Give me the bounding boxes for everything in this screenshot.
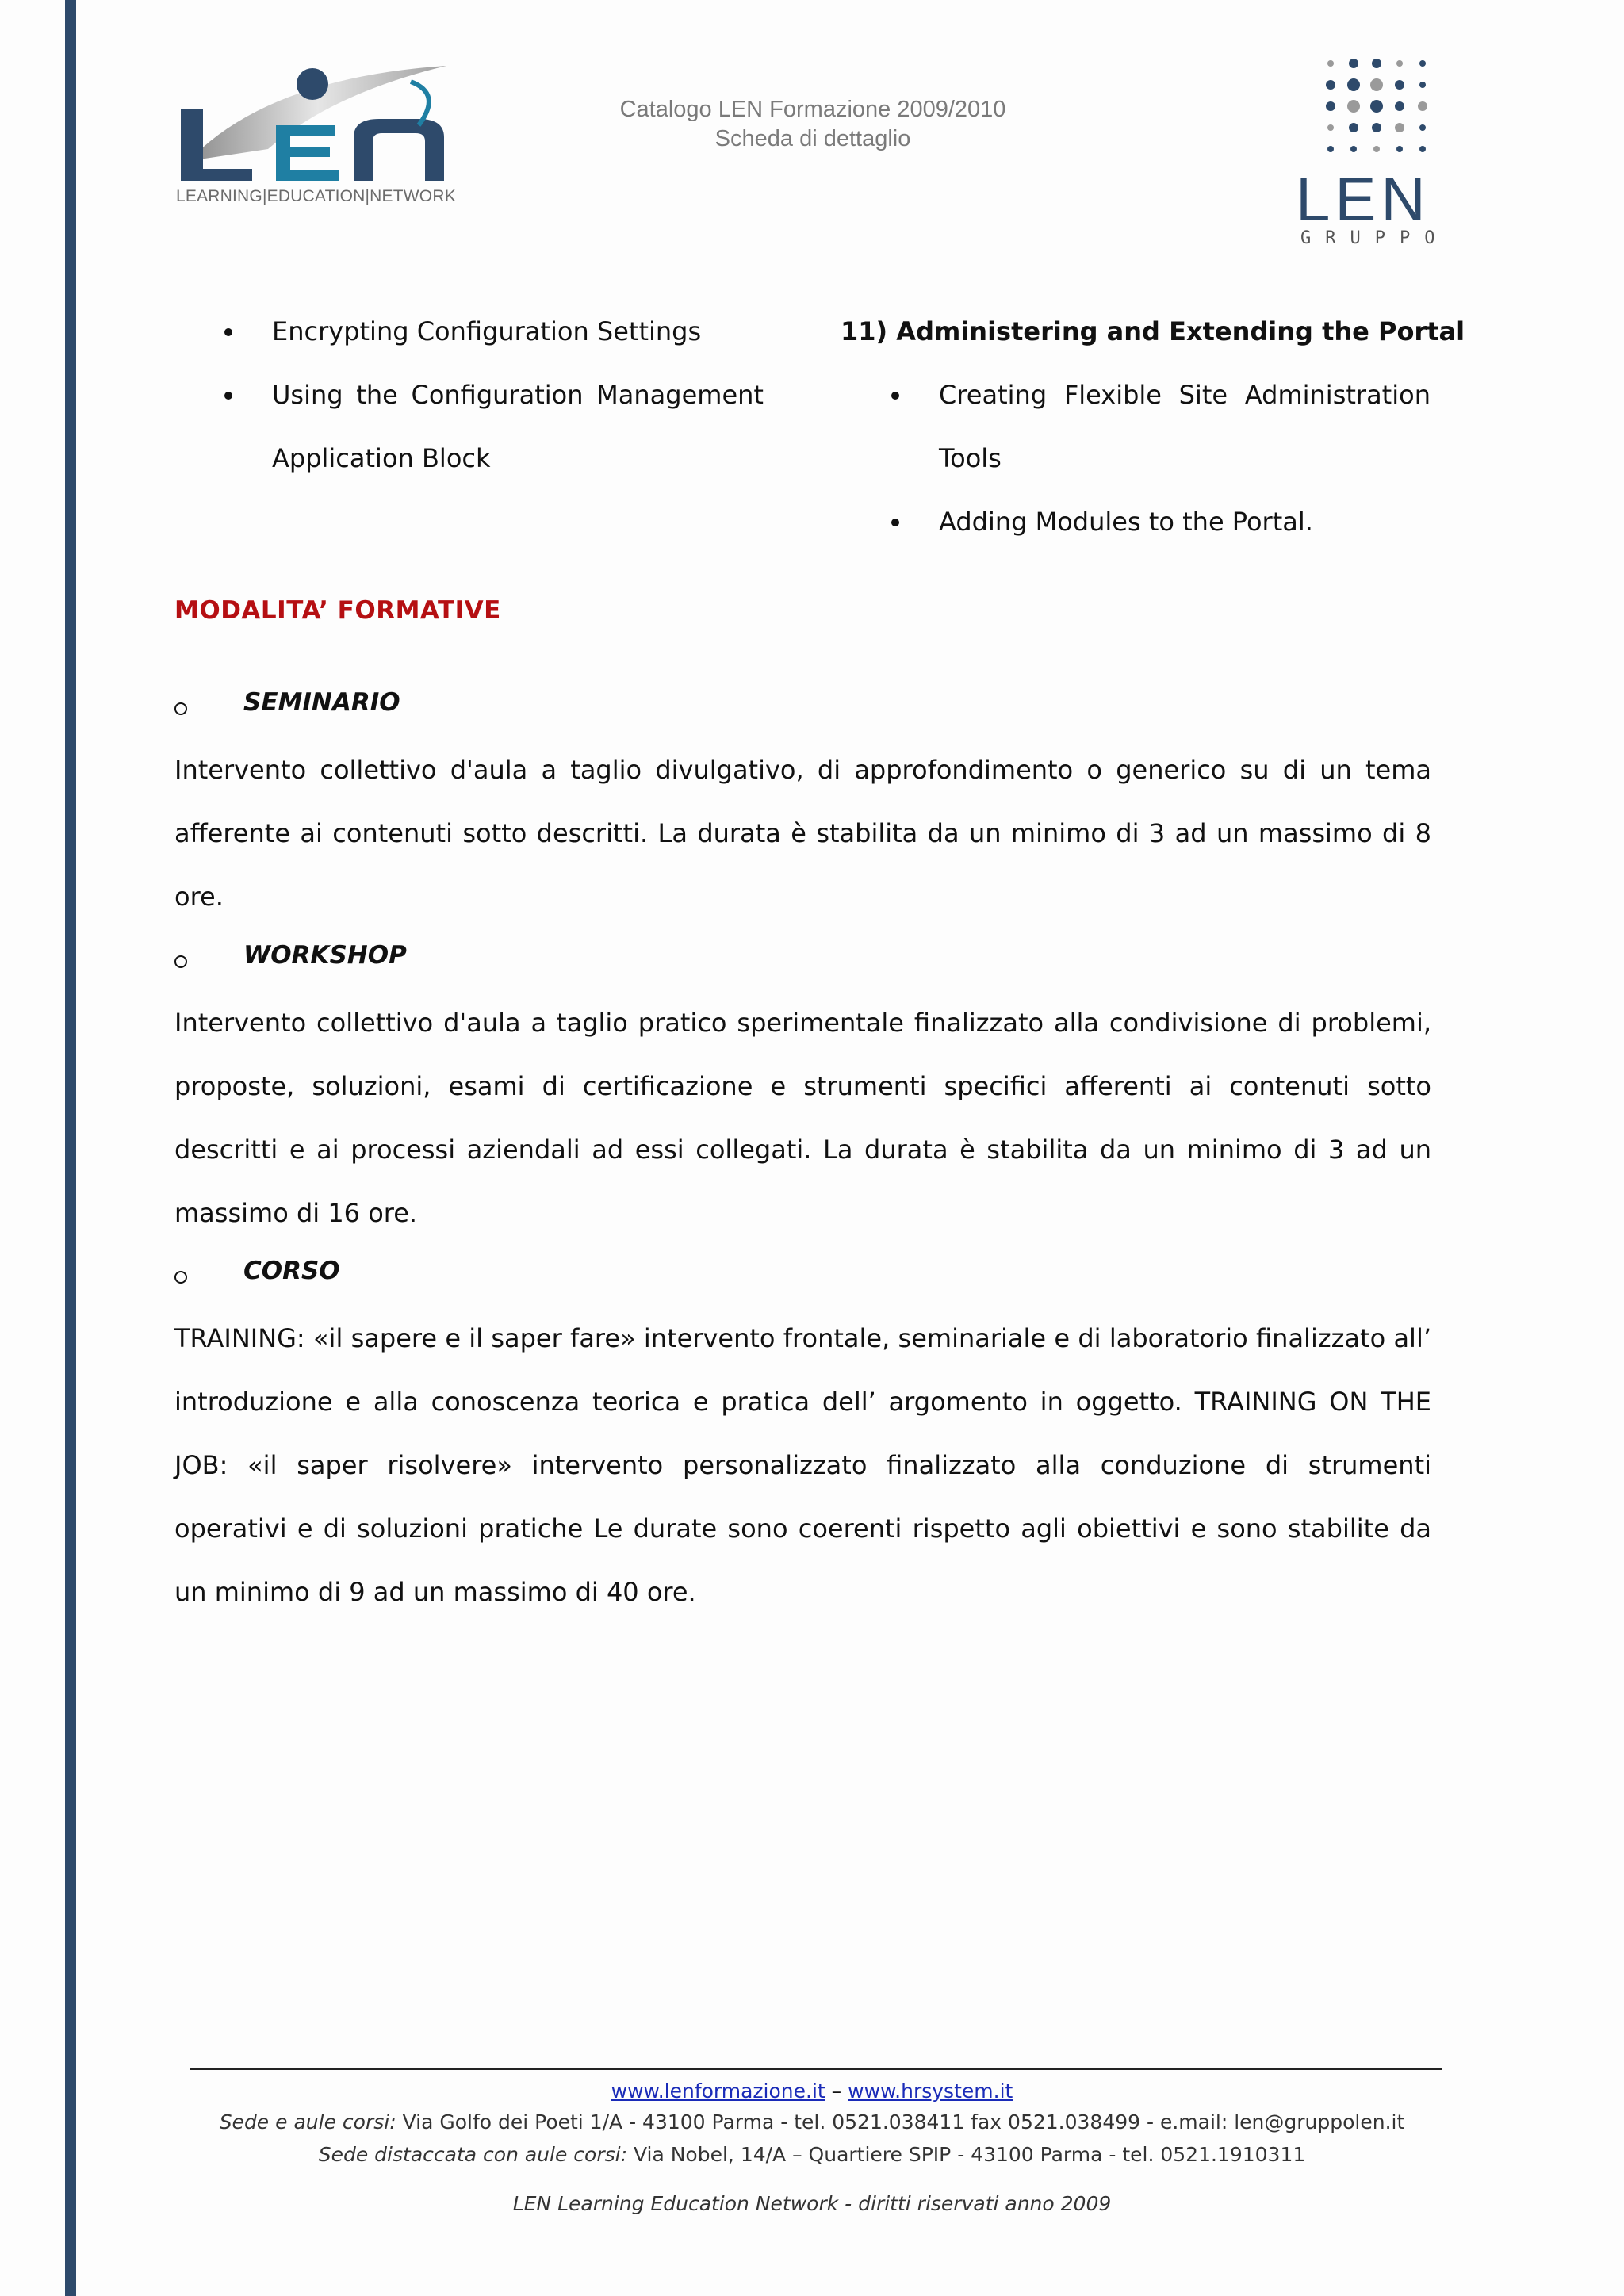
footer-links (0, 2076, 1624, 2107)
logo-dot (1419, 146, 1426, 152)
section-heading-administering: 11) Administering and Extending the Portal (841, 316, 1465, 346)
list-item-config-block-cont: Application Block (272, 443, 491, 473)
mode-title-corso: CORSO (243, 1257, 340, 1285)
logo-dot (1347, 100, 1360, 113)
list-item-adding-modules: Adding Modules to the Portal. (939, 507, 1313, 537)
circle-bullet-icon (174, 1271, 187, 1284)
list-item-admin-tools (939, 363, 1431, 427)
mode-title-workshop: WORKSHOP (243, 941, 407, 970)
paragraph: TRAINING: «il sapere e il saper fare» intervento frontale, seminariale e di laboratorio finalizzato all’ introduzione e alla conoscenza teorica e pratica dell’ argomento in oggetto. TRAINING ON THE JOB: «il saper risolvere» intervento personalizzato finalizzato alla conduzione di strumenti operativi e di soluzioni pratiche Le durate sono coerenti rispetto agli obiettivi e sono stabilite da un minimo di 9 ad un massimo di 40 ore. (174, 1323, 1431, 1607)
logo-dot (1370, 100, 1383, 113)
footer-copyright: LEN Learning Education Network - diritti riservati anno 2009 (512, 2192, 1112, 2215)
word: Administration (1244, 380, 1431, 410)
logo-dot (1349, 59, 1358, 68)
logo-dot (1373, 146, 1380, 152)
logo-dot (1327, 124, 1334, 131)
list-item-config-block (272, 363, 764, 427)
group-logo-word: LEN (1296, 164, 1431, 228)
gruppo-label: GRUPPO (1300, 228, 1450, 248)
logo-dot (1372, 59, 1381, 68)
logo-dot (1350, 146, 1357, 152)
word: Management (596, 380, 764, 410)
logo-dot (1419, 82, 1426, 88)
footer-address-main (0, 2107, 1624, 2138)
left-page-border (65, 0, 76, 2296)
bullet-icon (891, 519, 899, 526)
list-item-admin-tools-cont: Tools (939, 443, 1002, 473)
logo-dot (1396, 60, 1403, 67)
word: the (356, 380, 398, 410)
logo-dot (1347, 78, 1360, 91)
logo-dot (1327, 146, 1334, 152)
logo-dot (1395, 123, 1404, 132)
dots-grid-icon (1293, 54, 1467, 228)
list-item-encrypting: Encrypting Configuration Settings (272, 316, 702, 346)
paragraph: Intervento collettivo d'aula a taglio divulgativo, di approfondimento o generico su di un tema afferente ai contenuti sotto descritti. La durata è stabilita da un minimo di 3 ad un massimo di 8 ore. (174, 755, 1431, 912)
section-title-modalita: MODALITA’ FORMATIVE (174, 596, 501, 625)
logo-dot (1419, 124, 1426, 131)
catalog-subtitle: Scheda di dettaglio (714, 126, 911, 151)
footer-label: Sede distaccata con aule corsi: (318, 2143, 628, 2166)
mode-description-seminario (174, 738, 1431, 928)
bullet-icon (224, 328, 232, 336)
mode-description-corso (174, 1307, 1431, 1624)
link-hrsystem[interactable]: www.hrsystem.it (848, 2080, 1013, 2103)
logo-dot (1395, 101, 1404, 111)
mode-description-workshop (174, 991, 1431, 1245)
footer-divider (190, 2068, 1442, 2070)
footer-label: Sede e aule corsi: (219, 2110, 396, 2133)
footer-text: Via Golfo dei Poeti 1/A - 43100 Parma - tel. 0521.038411 fax 0521.038499 - e.mail: len@gruppolen.it (396, 2110, 1405, 2133)
link-separator: – (825, 2080, 848, 2103)
word: Using (272, 380, 343, 410)
word: Flexible (1063, 380, 1162, 410)
len-gruppo-logo (1293, 54, 1467, 252)
circle-bullet-icon (174, 702, 187, 715)
logo-dot (1419, 60, 1426, 67)
logo-dot (1349, 123, 1358, 132)
len-logo-graphic (173, 62, 458, 189)
logo-dot (1327, 60, 1334, 67)
logo-dot (1326, 101, 1335, 111)
catalog-title: Catalogo LEN Formazione 2009/2010 (619, 97, 1006, 122)
mode-title-seminario: SEMINARIO (243, 688, 400, 717)
circle-bullet-icon (174, 955, 187, 968)
logo-dot (1326, 80, 1335, 90)
word: Site (1178, 380, 1228, 410)
logo-dot (1418, 101, 1427, 111)
bullet-icon (224, 392, 232, 400)
logo-caption: LEARNING|EDUCATION|NETWORK (176, 187, 456, 205)
logo-dot (1395, 80, 1404, 90)
document-header (500, 95, 1126, 154)
link-lenformazione[interactable]: www.lenformazione.it (611, 2080, 825, 2103)
logo-dot (1372, 123, 1381, 132)
word: Creating (939, 380, 1048, 410)
footer-text: Via Nobel, 14/A – Quartiere SPIP - 43100 Parma - tel. 0521.1910311 (627, 2143, 1306, 2166)
logo-dot (1396, 146, 1403, 152)
footer-address-secondary (0, 2139, 1624, 2171)
logo-dot (1370, 78, 1383, 91)
paragraph: Intervento collettivo d'aula a taglio pratico sperimentale finalizzato alla condivisione di problemi, proposte, soluzioni, esami di certificazione e strumenti specifici afferenti ai contenuti sotto descritti e ai processi aziendali ad essi collegati. La durata è stabilita da un minimo di 3 ad un massimo di 16 ore. (174, 1008, 1431, 1228)
bullet-icon (891, 392, 899, 400)
word: Configuration (411, 380, 584, 410)
